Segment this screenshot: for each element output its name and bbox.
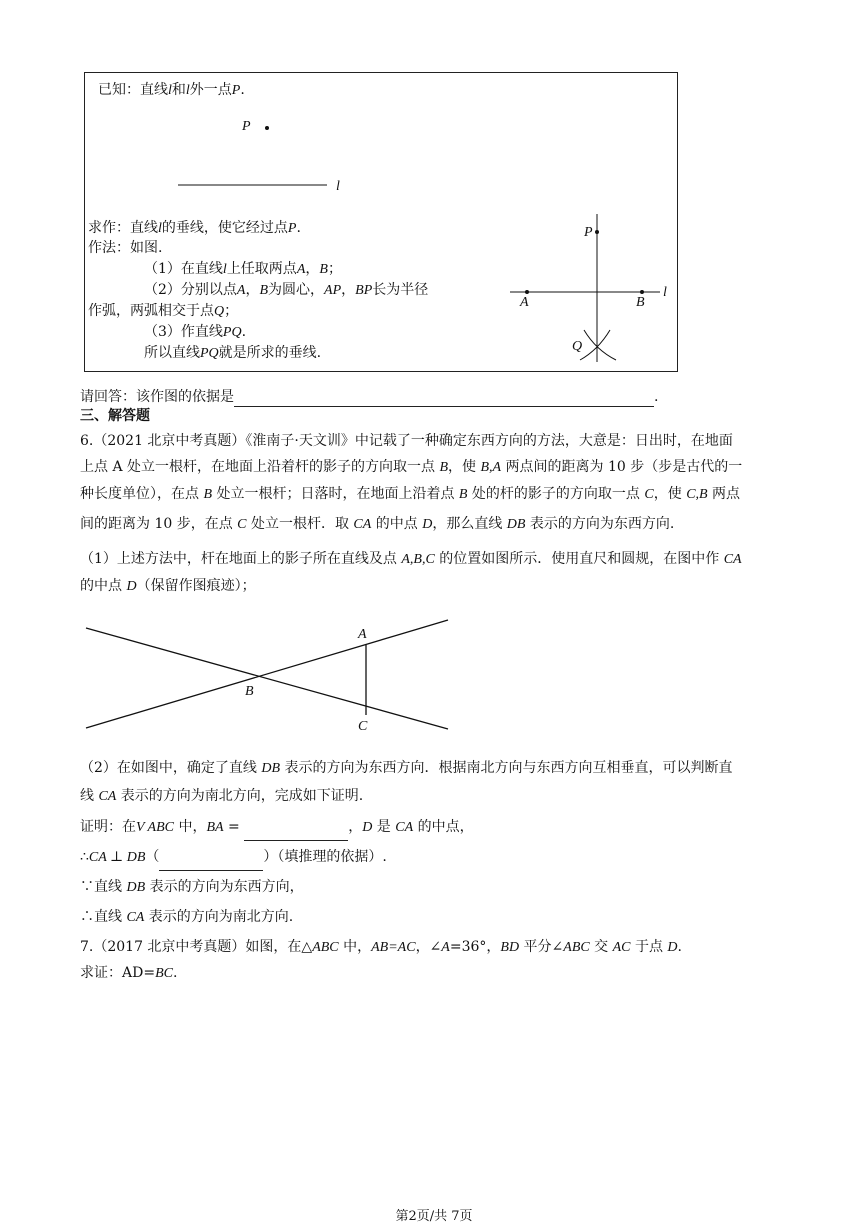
fig2-point-a bbox=[525, 290, 529, 294]
fig1-point-p bbox=[265, 126, 269, 130]
fig2-label-p: P bbox=[584, 225, 593, 240]
q6-part1-line2: 的中点 D（保留作图痕迹）； bbox=[80, 578, 256, 594]
given-figure bbox=[170, 110, 360, 200]
proof-blank-1[interactable] bbox=[244, 826, 348, 841]
q6-line2: 上点 A 处立一根杆，在地面上沿着杆的影子的方向取一点 B，使 B,A 两点间的距离为 10 步（步是古代的一 bbox=[80, 459, 743, 475]
q6-part2-line2: 线 CA 表示的方向为南北方向，完成如下证明. bbox=[80, 788, 364, 804]
q6-line1: 6.（2021 北京中考真题）《淮南子·天文训》中记载了一种确定东西方向的方法，大意是：日出时，在地面 bbox=[80, 433, 733, 449]
fig1-label-p: P bbox=[242, 119, 251, 134]
fig2-point-p bbox=[595, 230, 599, 234]
q6-line-bc bbox=[86, 628, 448, 729]
step2b-line: 作弧，两弧相交于点Q； bbox=[88, 303, 239, 319]
q6-line3: 种长度单位），在点 B 处立一根杆；日落时，在地面上沿着点 B 处的杆的影子的方向取一点 C，使 C,B 两点 bbox=[80, 486, 741, 502]
fig2-point-b bbox=[640, 290, 644, 294]
proof-blank-2[interactable] bbox=[159, 856, 263, 871]
fig2-label-l: l bbox=[663, 285, 667, 300]
given-line: 已知：直线l和l外一点P. bbox=[98, 82, 245, 98]
fig2-label-q: Q bbox=[572, 339, 583, 354]
q6-proof-line2: ∴CA ⊥ DB（ ）（填推理的依据）. bbox=[80, 844, 387, 871]
step2-line: （2）分别以点A，B为圆心，AP，BP长为半径 bbox=[144, 282, 429, 298]
fig2-label-a: A bbox=[520, 295, 529, 310]
q6-part2-line1: （2）在如图中，确定了直线 DB 表示的方向为东西方向．根据南北方向与东西方向互相垂直，可以判断直 bbox=[80, 760, 733, 776]
page-footer: 第2页/共 7页 bbox=[395, 1209, 473, 1224]
q6-proof-line1: 证明：在V ABC 中，BA = ，D 是 CA 的中点， bbox=[80, 814, 474, 841]
q6-label-a: A bbox=[358, 627, 367, 642]
q6-label-b: B bbox=[245, 684, 254, 699]
fig1-label-l: l bbox=[336, 179, 340, 194]
fig2-label-b: B bbox=[636, 295, 645, 310]
q7-line2: 求证：AD=BC. bbox=[80, 965, 178, 981]
q6-line-ba bbox=[86, 620, 448, 728]
step3-line: （3）作直线PQ. bbox=[144, 324, 247, 340]
answer-blank[interactable] bbox=[234, 392, 654, 407]
q6-figure bbox=[80, 612, 460, 742]
construction-figure bbox=[500, 210, 680, 370]
q6-label-c: C bbox=[358, 719, 368, 734]
conclusion-line: 所以直线PQ就是所求的垂线. bbox=[144, 345, 322, 361]
q6-proof-line3: ∵直线 DB 表示的方向为东西方向， bbox=[80, 879, 304, 895]
q6-line4: 间的距离为 10 步，在点 C 处立一根杆．取 CA 的中点 D，那么直线 DB 表示的方向为东西方向. bbox=[80, 516, 675, 532]
task-line: 求作：直线l的垂线，使它经过点P. bbox=[88, 220, 301, 236]
fig2-arc-a bbox=[584, 330, 616, 360]
q6-part1-line1: （1）上述方法中，杆在地面上的影子所在直线及点 A,B,C 的位置如图所示．使用直尺和圆规，在图中作 CA bbox=[80, 551, 742, 567]
q6-proof-line4: ∴直线 CA 表示的方向为南北方向. bbox=[80, 909, 294, 925]
step1-line: （1）在直线l上任取两点A，B； bbox=[144, 261, 342, 277]
method-line: 作法：如图. bbox=[88, 240, 163, 256]
q7-line1: 7.（2017 北京中考真题）如图，在△ABC 中，AB=AC，∠A=36°，BD 平分∠ABC 交 AC 于点 D. bbox=[80, 939, 682, 955]
answer-prompt: 请回答：该作图的依据是 . bbox=[80, 389, 659, 405]
section-heading: 三、解答题 bbox=[80, 408, 150, 424]
